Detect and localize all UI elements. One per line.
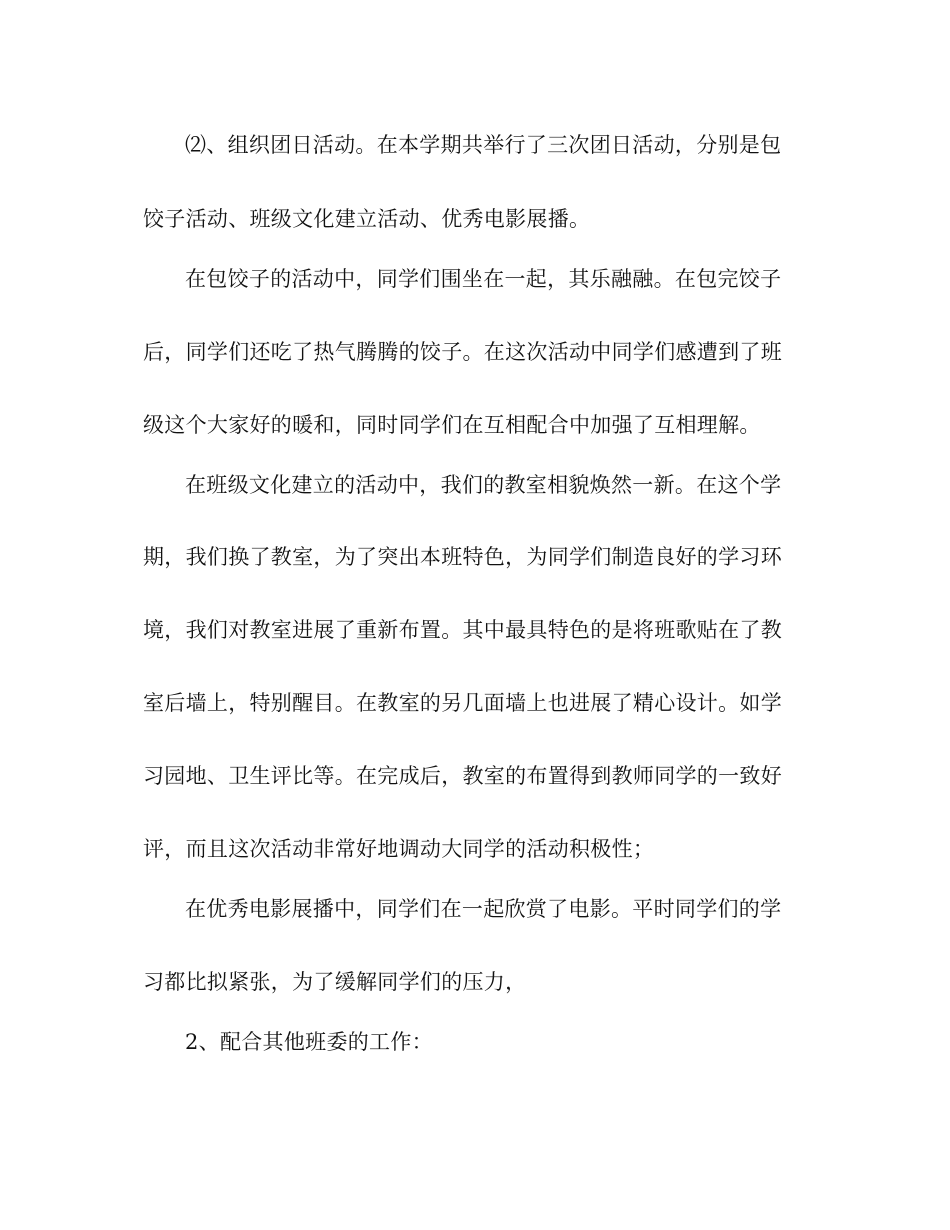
paragraph-line: 期，我们换了教室，为了突出本班特色，为同学们制造良好的学习环 (143, 545, 782, 569)
paragraph-line: 在班级文化建立的活动中，我们的教室相貌焕然一新。在这个学 (185, 473, 782, 497)
paragraph-line: 评，而且这次活动非常好地调动大同学的活动积极性； (143, 837, 655, 861)
paragraph-line: 后，同学们还吃了热气腾腾的饺子。在这次活动中同学们感遭到了班 (143, 340, 782, 364)
paragraph-line: 习园地、卫生评比等。在完成后，教室的布置得到教师同学的一致好 (143, 764, 782, 788)
paragraph-line: 在优秀电影展播中，同学们在一起欣赏了电影。平时同学们的学 (185, 897, 782, 921)
paragraph-line: ⑵、组织团日活动。在本学期共举行了三次团日活动，分别是包 (185, 133, 782, 157)
paragraph-line: 室后墙上，特别醒目。在教室的另几面墙上也进展了精心设计。如学 (143, 691, 782, 715)
paragraph-line: 饺子活动、班级文化建立活动、优秀电影展播。 (143, 207, 591, 231)
section-heading: 2、配合其他班委的工作： (185, 1030, 433, 1054)
paragraph-line: 级这个大家好的暖和，同时同学们在互相配合中加强了互相理解。 (143, 413, 761, 437)
paragraph-line: 在包饺子的活动中，同学们围坐在一起，其乐融融。在包完饺子 (185, 267, 782, 291)
paragraph-line: 境，我们对教室进展了重新布置。其中最具特色的是将班歌贴在了教 (143, 618, 782, 642)
paragraph-line: 习都比拟紧张，为了缓解同学们的压力， (143, 970, 527, 994)
